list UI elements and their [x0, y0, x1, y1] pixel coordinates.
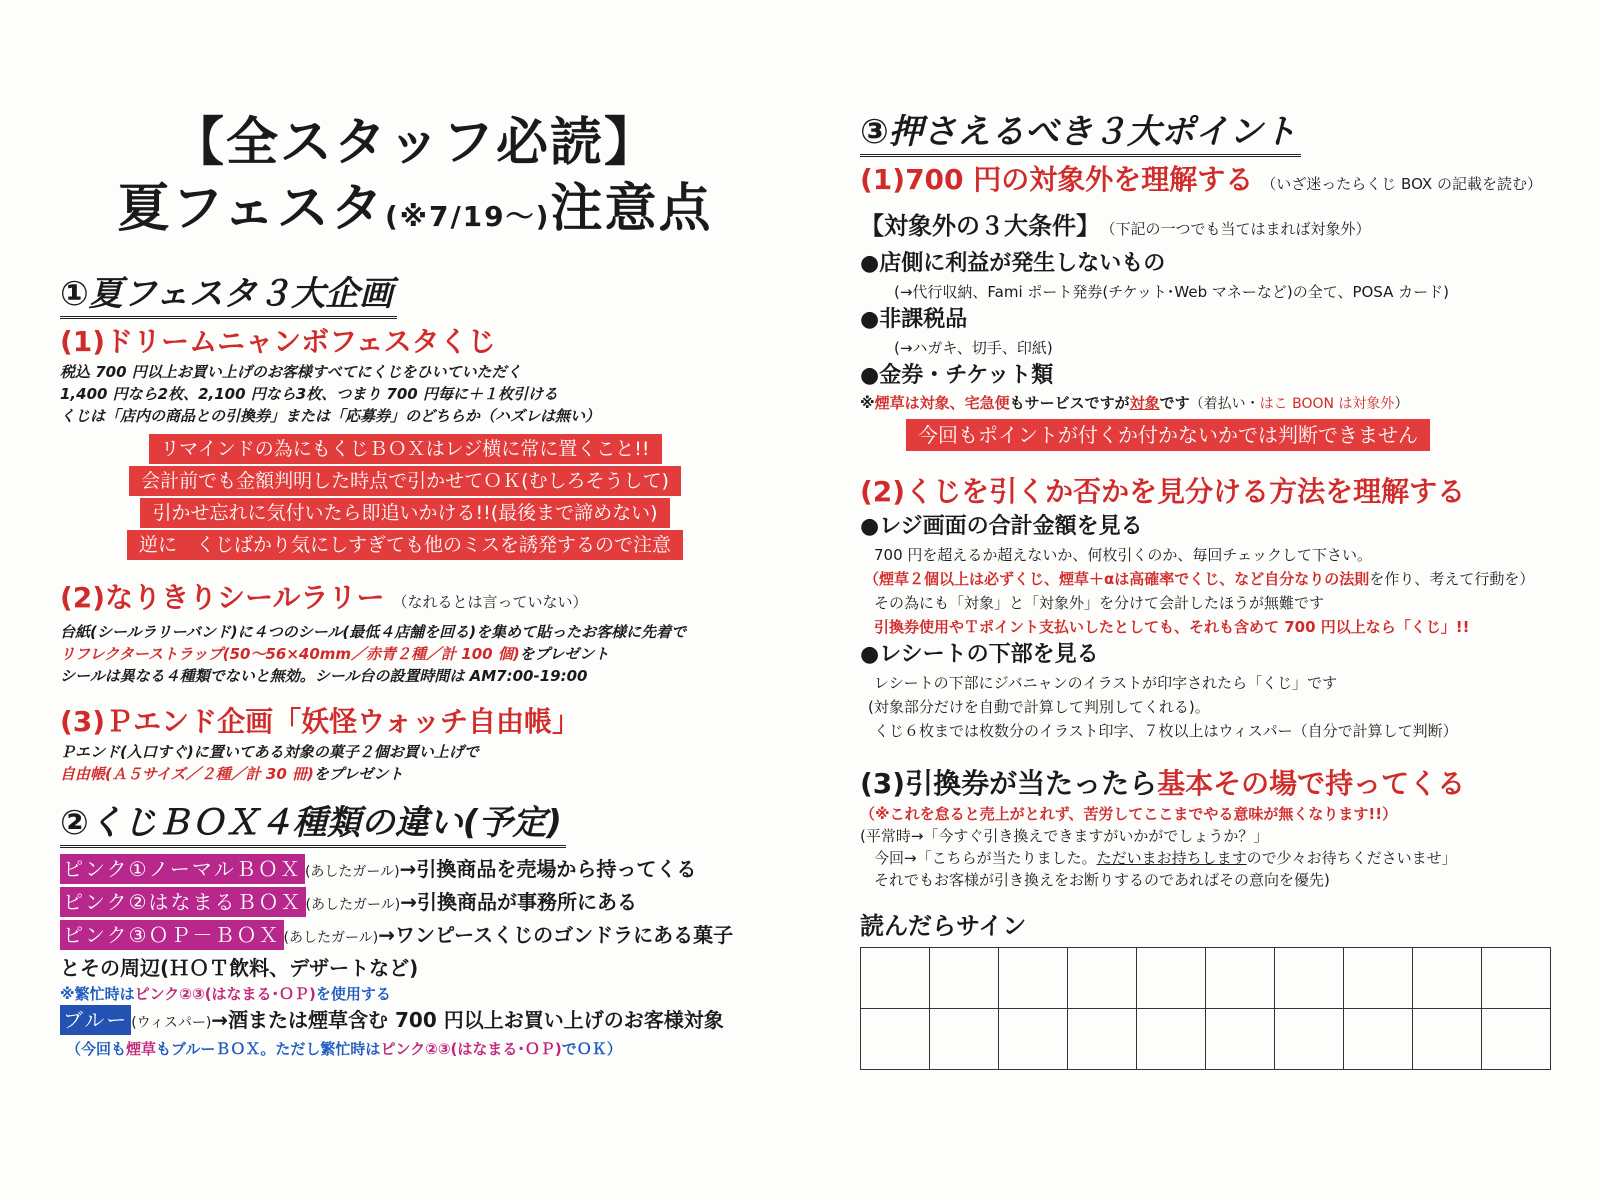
warn-a: ※ [860, 394, 875, 412]
section1-heading: ①夏フェスタ３大企画 [60, 272, 397, 319]
sign-cell[interactable] [1344, 1009, 1413, 1070]
plan2-line1: 台紙(シールラリーバンド)に４つのシール(最低４店舗を回る)を集めて貼ったお客様に先着で [60, 623, 687, 641]
point1-note: （いざ迷ったらくじ BOX の記載を読む） [1261, 175, 1542, 193]
sign-cell[interactable] [1413, 1009, 1482, 1070]
warn-e: です [1159, 394, 1190, 412]
page-title [80, 110, 750, 250]
box-tag-pink1: ピンク①ノーマルＢＯＸ [60, 854, 305, 884]
box-small: (あしたガール) [305, 897, 401, 913]
warn-b: 煙草は対象、宅急便 [874, 394, 1010, 412]
warn-f: （着払い・ [1189, 396, 1260, 412]
point1-title [860, 161, 1560, 203]
busy-a: ※繁忙時は [60, 985, 135, 1003]
plan1-note: 引かせ忘れに気付いたら即追いかける!!(最後まで諦めない) [140, 498, 669, 528]
condition-1: ●店側に利益が発生しないもの [860, 251, 1166, 276]
plan1-note: 逆に くじばかり気にしすぎても他のミスを誘発するので注意 [127, 530, 683, 560]
plan1-line2: 1,400 円なら2枚、2,100 円なら3枚、つまり 700 円毎に＋１枚引ける [60, 385, 558, 403]
box-desc: →引換商品が事務所にある [400, 890, 637, 914]
plan2-line2 [60, 643, 750, 665]
tobacco-warning [860, 392, 1560, 415]
point3-title-a: (3)引換券が当たったら [860, 767, 1158, 800]
box-desc: →酒または煙草含む 700 円以上お買い上げのお客様対象 [211, 1008, 724, 1032]
condition-2: ●非課税品 [860, 307, 968, 332]
sign-cell[interactable] [999, 948, 1068, 1009]
point2-line4: 引換券使用やＴポイント支払いしたとしても、それも含めて 700 円以上なら「くじ」!! [874, 618, 1470, 636]
plan3-title: (3)Ｐエンド企画「妖怪ウォッチ自由帳」 [60, 705, 580, 738]
plan1-note: 会計前でも金額判明した時点で引かせてＯＫ(むしろそうして) [129, 466, 681, 496]
blue-note-a: （今回も [66, 1040, 127, 1058]
busy-note [60, 983, 750, 1005]
section2-heading: ②くじＢＯＸ４種類の違い(予定) [60, 801, 566, 848]
point2-bullet2: ●レシートの下部を見る [860, 642, 1099, 667]
plan3-line1: Ｐエンド(入口すぐ)に置いてある対象の菓子２個お買い上げで [60, 743, 479, 761]
box-tag-pink3: ピンク③ＯＰ－ＢＯＸ [60, 920, 284, 950]
plan2-line3: シールは異なる４種類でないと無効。シール台の設置時間は AM7:00-19:00 [60, 667, 588, 685]
point-warning-text: 今回もポイントが付くか付かないかでは判断できません [906, 419, 1430, 451]
blue-note-c: もブルーＢＯＸ。ただし繁忙時は [156, 1040, 381, 1058]
sign-cell[interactable] [1482, 948, 1551, 1009]
point3-line1: (平常時→「今すぐ引き換えできますがいかがでしょうか？」 [860, 827, 1269, 845]
point2-line7: くじ６枚までは枚数分のイラスト印字、７枚以上はウィスパー（自分で計算して判断） [874, 722, 1458, 740]
box-small: (ウィスパー) [131, 1015, 212, 1031]
sign-cell[interactable] [1413, 948, 1482, 1009]
warn-g: はこ BOON は対象外 [1259, 396, 1395, 412]
point2-line1: 700 円を超えるか超えないか、何枚引くのか、毎回チェックして下さい。 [874, 546, 1372, 564]
box-tag-blue: ブルー [60, 1005, 131, 1035]
plan1-title: (1)ドリームニャンボフェスタくじ [60, 325, 496, 358]
point3-line2-c: ので少々お待ちくださいませ」 [1246, 849, 1457, 867]
box-tag-pink2: ピンク②はなまるＢＯＸ [60, 887, 306, 917]
sign-grid [860, 947, 1551, 1070]
point2-bullet1: ●レジ画面の合計金額を見る [860, 514, 1143, 539]
section3-heading: ③押さえるべき３大ポイント [860, 110, 1301, 157]
box-row [60, 920, 750, 953]
sign-cell[interactable] [1068, 1009, 1137, 1070]
box-desc: →ワンピースくじのゴンドラにある菓子 [378, 923, 734, 947]
point2-line2 [860, 567, 1560, 591]
sign-cell[interactable] [1068, 948, 1137, 1009]
sign-cell[interactable] [1206, 1009, 1275, 1070]
point3-title [860, 765, 1560, 803]
point2-line5: レシートの下部にジバニャンのイラストが印字されたら「くじ」です [874, 674, 1338, 692]
point1-title-text: (1)700 円の対象外を理解する [860, 163, 1254, 196]
sign-cell[interactable] [999, 1009, 1068, 1070]
blue-note-d: ピンク②③(はなまる･ＯＰ) [380, 1040, 562, 1058]
title-line2 [80, 176, 750, 250]
conditions-note: （下記の一つでも当てはまれば対象外） [1108, 220, 1371, 238]
left-column [60, 110, 750, 1060]
sign-cell[interactable] [1344, 948, 1413, 1009]
title-line1: 【全スタッフ必読】 [171, 113, 658, 173]
point3-line2 [860, 847, 1560, 869]
plan2-title [60, 579, 750, 621]
plan1-notes [60, 433, 750, 561]
sign-cell[interactable] [930, 948, 999, 1009]
warn-c: もサービスですが [1009, 394, 1130, 412]
point2-line2-red: （煙草２個以上は必ずくじ、煙草＋αは高確率でくじ、など自分なりの法則 [864, 570, 1370, 588]
blue-note-e: でＯＫ） [561, 1040, 622, 1058]
sign-cell[interactable] [861, 948, 930, 1009]
busy-c: を使用する [315, 985, 391, 1003]
plan1-line3: くじは「店内の商品との引換券」または「応募券」のどちらか（ハズレは無い） [60, 407, 601, 425]
sign-title: 読んだらサイン [860, 912, 1027, 940]
point2-title: (2)くじを引くか否かを見分ける方法を理解する [860, 475, 1466, 508]
plan1-line1: 税込 700 円以上お買い上げのお客様すべてにくじをひいていただく [60, 363, 522, 381]
box-small: (あしたガール) [283, 930, 379, 946]
blue-note [60, 1038, 750, 1060]
point2-line2-rest: を作り、考えて行動を） [1369, 570, 1535, 588]
title-date: (※7/19〜) [384, 200, 551, 233]
box-small: (あしたガール) [304, 864, 400, 880]
sign-cell[interactable] [861, 1009, 930, 1070]
plan1-note: リマインドの為にもくじＢＯＸはレジ横に常に置くこと!! [149, 434, 662, 464]
point-warning-box [860, 419, 1560, 451]
point3-line2-a: 今回→「こちらが当たりました。 [874, 849, 1097, 867]
point3-warning: （※これを怠ると売上がとれず、苦労してここまでやる意味が無くなります!!） [860, 805, 1398, 823]
conditions-title [860, 207, 1560, 248]
point2-line3: その為にも「対象」と「対象外」を分けて会計したほうが無難です [874, 594, 1325, 612]
sign-cell[interactable] [1206, 948, 1275, 1009]
conditions-title-text: 【対象外の３大条件】 [860, 212, 1100, 240]
right-column [860, 110, 1560, 1070]
point3-line3: それでもお客様が引き換えをお断りするのであればその意向を優先) [874, 871, 1330, 889]
box-row [60, 887, 750, 920]
plan3-prize: 自由帳(Ａ５サイズ／２種／計 30 冊) [60, 765, 314, 783]
point2-line6: (対象部分だけを自動で計算して判別してくれる)。 [868, 698, 1210, 716]
box-row [60, 854, 750, 887]
sign-cell[interactable] [1482, 1009, 1551, 1070]
warn-h: ） [1394, 396, 1409, 412]
plan2-title-text: (2)なりきりシールラリー [60, 581, 385, 614]
condition-1-detail: (→代行収納、Fami ポート発券(チケット･Web マネーなど)の全て、POSA カード) [894, 283, 1449, 301]
box-desc: →引換商品を売場から持ってくる [399, 857, 697, 881]
plan2-prize: リフレクターストラップ(50〜56×40mm／赤青２種／計 100 個) [60, 645, 520, 663]
plan2-note: （なれるとは言っていない） [392, 593, 588, 611]
point3-title-b: 基本その場で持ってくる [1157, 767, 1466, 800]
busy-b: ピンク②③(はなまる･ＯＰ) [134, 985, 316, 1003]
box-row-cont: とその周辺(ＨＯＴ飲料、デザートなど) [60, 956, 419, 980]
title-end: 注意点 [550, 179, 713, 239]
plan3-line2-rest: をプレゼント [313, 765, 404, 783]
plan3-line2 [60, 763, 750, 785]
title-main: 夏フェスタ [117, 179, 385, 239]
blue-note-b: 煙草 [126, 1040, 157, 1058]
sign-cell[interactable] [1275, 1009, 1344, 1070]
warn-d: 対象 [1129, 394, 1160, 412]
condition-3: ●金券・チケット類 [860, 363, 1054, 388]
sign-cell[interactable] [1137, 1009, 1206, 1070]
condition-2-detail: (→ハガキ、切手、印紙) [894, 339, 1053, 357]
plan2-line2-rest: をプレゼント [519, 645, 610, 663]
sign-cell[interactable] [930, 1009, 999, 1070]
box-row-blue [60, 1005, 750, 1038]
sign-cell[interactable] [1275, 948, 1344, 1009]
sign-cell[interactable] [1137, 948, 1206, 1009]
point3-line2-b: ただいまお持ちします [1096, 849, 1247, 867]
